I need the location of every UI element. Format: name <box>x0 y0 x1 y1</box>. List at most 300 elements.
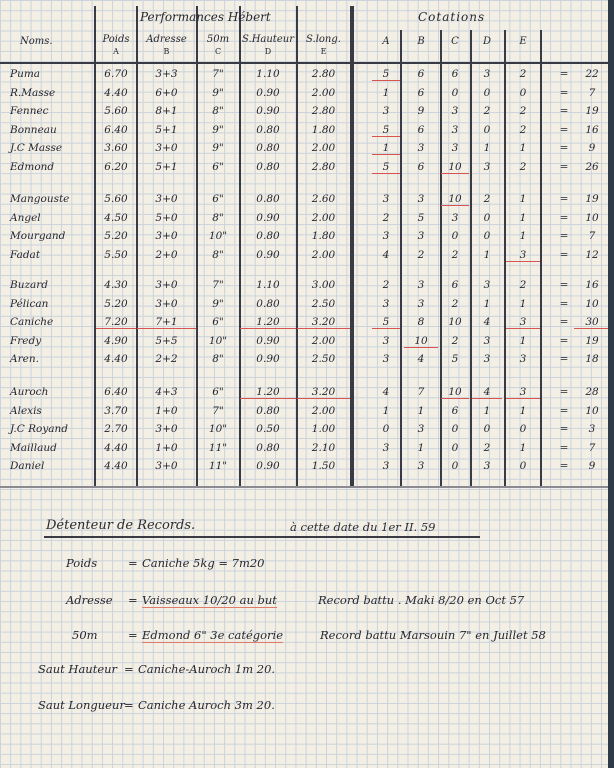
cotation-cell: 3 <box>382 441 390 454</box>
table-row <box>0 442 614 460</box>
equals-sign: = <box>559 105 569 117</box>
cotation-cell: 0 <box>483 123 491 136</box>
cotation-cell: 3 <box>382 105 390 117</box>
performance-cell: 6" <box>212 160 224 173</box>
athlete-name: Fadat <box>10 248 41 261</box>
total-cell: 16 <box>585 123 599 136</box>
athlete-name: Mourgand <box>10 230 66 242</box>
cotation-cell: 2 <box>417 248 425 261</box>
cotation-cell: 1 <box>382 404 390 417</box>
equals-sign: = <box>559 86 569 99</box>
athlete-name: Puma <box>10 68 41 80</box>
cotation-cell: 3 <box>382 230 390 242</box>
cotation-cell: 10 <box>441 386 469 399</box>
total-cell: 10 <box>585 211 599 224</box>
performance-cell: 2.00 <box>311 142 336 154</box>
performance-cell: 0.80 <box>256 193 280 205</box>
equals-sign: = <box>559 123 569 136</box>
performance-cell: 5.50 <box>104 248 128 261</box>
cotation-letter: D <box>482 36 492 47</box>
cotation-cell: 4 <box>417 353 425 365</box>
performance-cell: 1+0 <box>155 441 178 454</box>
cotation-cell: 3 <box>417 142 425 154</box>
performance-cell: 3.60 <box>104 142 128 154</box>
header-rule <box>0 62 614 64</box>
performance-cell: 5+5 <box>155 334 178 347</box>
cotation-cell: 1 <box>483 404 491 417</box>
performance-cell: 6" <box>212 316 224 328</box>
cotation-cell: 5 <box>417 211 425 224</box>
performance-cell: 3.00 <box>311 279 336 291</box>
total-cell: 19 <box>585 193 599 205</box>
athlete-name: Fredy <box>10 334 42 347</box>
cotation-cell: 2 <box>519 68 527 80</box>
cotation-cell: 3 <box>451 105 459 117</box>
performance-cell: 10" <box>208 423 228 435</box>
table-row <box>0 353 614 371</box>
performance-cell: 4.40 <box>104 441 128 454</box>
cotation-cell: 4 <box>382 248 390 261</box>
column-letter: A <box>113 47 119 56</box>
cotation-cell: 3 <box>506 249 540 262</box>
athlete-name: Bonneau <box>10 123 57 136</box>
record-label: Adresse <box>66 593 113 607</box>
table-row <box>0 87 614 105</box>
cotation-cell: 6 <box>451 404 459 417</box>
performance-cell: 3+0 <box>155 230 178 242</box>
column-name: 50m <box>206 34 230 45</box>
performance-cell: 3.20 <box>297 316 350 329</box>
performance-cell: 2.00 <box>311 86 336 99</box>
performance-cell: 5.20 <box>104 230 128 242</box>
column-name: Poids <box>102 34 130 45</box>
equals-sign: = <box>559 441 569 454</box>
cotation-letter: E <box>519 36 527 47</box>
cotation-cell: 3 <box>417 279 425 291</box>
total-cell: 19 <box>585 334 599 347</box>
total-cell: 19 <box>585 105 599 117</box>
equals-sign: = <box>559 68 569 80</box>
cotation-cell: 3 <box>483 460 491 472</box>
performance-cell: 2.70 <box>104 423 128 435</box>
performance-cell: 1+0 <box>155 404 178 417</box>
equals-sign: = <box>559 193 569 205</box>
cotation-cell: 9 <box>417 105 425 117</box>
equals-sign: = <box>559 353 569 365</box>
cotation-cell: 3 <box>382 460 390 472</box>
equals-sign: = <box>559 404 569 417</box>
total-cell: 7 <box>588 230 596 242</box>
table-row <box>0 249 614 267</box>
cotation-cell: 5 <box>372 316 400 329</box>
performance-cell: 0.90 <box>256 211 280 224</box>
cotation-cell: 2 <box>483 193 491 205</box>
performance-cell: 3+0 <box>155 193 178 205</box>
table-row <box>0 405 614 423</box>
cotation-cell: 0 <box>483 423 491 435</box>
table-row <box>0 316 614 334</box>
table-row <box>0 161 614 179</box>
performance-cell: 8" <box>212 353 224 365</box>
cotation-cell: 3 <box>483 353 491 365</box>
cotation-cell: 2 <box>382 279 390 291</box>
athlete-name: J.C Royand <box>10 423 69 435</box>
column-letter: E <box>320 47 327 56</box>
total-cell: 12 <box>585 248 599 261</box>
performance-cell: 5+0 <box>155 211 178 224</box>
athlete-name: Daniel <box>10 460 45 472</box>
cotation-cell: 6 <box>417 86 425 99</box>
performance-cell: 2.10 <box>311 441 336 454</box>
performance-cell: 8" <box>212 211 224 224</box>
cotation-cell: 3 <box>483 279 491 291</box>
performance-cell: 3+0 <box>155 423 178 435</box>
cotation-cell: 3 <box>417 460 425 472</box>
performance-cell: 11" <box>208 441 228 454</box>
performance-cell: 2.80 <box>311 160 336 173</box>
performance-cell: 4.40 <box>104 353 128 365</box>
performance-cell: 0.80 <box>256 123 280 136</box>
performance-cell: 4.30 <box>104 279 128 291</box>
records-title: Détenteur de Records. <box>46 518 196 533</box>
column-name: S.long. <box>306 34 341 45</box>
record-equals: = <box>128 556 138 570</box>
performance-cell: 10" <box>208 230 228 242</box>
performance-cell: 9" <box>212 86 224 99</box>
performance-cell: 1.20 <box>240 386 296 399</box>
performance-cell: 6.70 <box>104 68 128 80</box>
cotation-cell: 3 <box>417 230 425 242</box>
performance-cell: 2.80 <box>311 105 336 117</box>
performance-cell: 5.60 <box>104 193 128 205</box>
cotation-cell: 5 <box>372 124 400 137</box>
table-row <box>0 142 614 160</box>
athlete-name: Edmond <box>10 160 55 173</box>
cotation-cell: 1 <box>417 404 425 417</box>
record-label: 50m <box>72 628 98 642</box>
total-cell: 26 <box>585 160 599 173</box>
cotation-cell: 3 <box>451 211 459 224</box>
cotation-cell: 1 <box>519 193 527 205</box>
performance-cell: 7" <box>212 279 224 291</box>
cotation-cell: 0 <box>519 86 527 99</box>
total-cell: 28 <box>585 386 599 398</box>
record-label: Poids <box>66 556 98 570</box>
equals-sign: = <box>559 211 569 224</box>
cotation-cell: 3 <box>417 193 425 205</box>
performance-cell: 9" <box>212 123 224 136</box>
cotation-cell: 2 <box>451 334 459 347</box>
records-date: à cette date du 1er II. 59 <box>290 520 436 534</box>
athlete-name: Mangouste <box>10 193 70 205</box>
cotation-cell: 3 <box>417 297 425 310</box>
performance-cell: 0.80 <box>256 404 280 417</box>
column-letter: C <box>214 47 222 56</box>
performance-cell: 3+0 <box>155 460 178 472</box>
performance-cell: 7.20 <box>96 316 136 329</box>
record-label: Saut Hauteur <box>38 662 118 676</box>
performance-cell: 0.80 <box>256 160 280 173</box>
performance-cell: 2+0 <box>155 248 178 261</box>
performance-cell: 2+2 <box>155 353 178 365</box>
table-row <box>0 298 614 316</box>
total-cell: 10 <box>585 404 599 417</box>
equals-sign: = <box>559 334 569 347</box>
cotation-cell: 2 <box>519 279 527 291</box>
cotation-cell: 2 <box>519 123 527 136</box>
athlete-name: J.C Masse <box>10 142 63 154</box>
performance-cell: 6.40 <box>104 123 128 136</box>
cotation-cell: 3 <box>506 316 540 329</box>
performance-cell: 2.50 <box>311 297 336 310</box>
cotation-cell: 10 <box>404 335 438 348</box>
performance-cell: 3+0 <box>155 142 178 154</box>
cotation-cell: 1 <box>382 86 390 99</box>
cotation-cell: 1 <box>519 297 527 310</box>
performance-cell: 2.60 <box>311 193 336 205</box>
column-letter: B <box>163 47 170 56</box>
equals-sign: = <box>559 386 569 398</box>
records-underline <box>44 536 480 538</box>
athlete-name: Aren. <box>10 353 39 365</box>
performance-cell: 0.80 <box>256 230 280 242</box>
equals-sign: = <box>559 297 569 310</box>
performance-cell: 10" <box>208 334 228 347</box>
total-cell: 7 <box>588 86 596 99</box>
performance-cell: 1.80 <box>311 123 336 136</box>
equals-sign: = <box>559 160 569 173</box>
cotation-cell: 8 <box>417 316 425 328</box>
record-equals: = <box>128 593 138 607</box>
performance-cell: 1.10 <box>256 279 280 291</box>
equals-sign: = <box>559 316 569 328</box>
athlete-name: Maillaud <box>10 441 57 454</box>
cotation-cell: 2 <box>451 248 459 261</box>
total-cell: 18 <box>585 353 599 365</box>
total-cell: 7 <box>588 441 596 454</box>
total-cell: 3 <box>588 423 596 435</box>
athlete-name: Buzard <box>10 279 49 291</box>
equals-sign: = <box>559 142 569 154</box>
performance-cell: 3+0 <box>155 279 178 291</box>
cotation-cell: 6 <box>417 160 425 173</box>
cotation-cell: 4 <box>382 386 390 398</box>
cotation-cell: 3 <box>451 123 459 136</box>
cotation-cell: 10 <box>441 193 469 206</box>
performance-cell: 0.90 <box>256 353 280 365</box>
cotation-cell: 5 <box>372 161 400 174</box>
performance-cell: 6" <box>212 193 224 205</box>
cotation-cell: 7 <box>417 386 425 398</box>
table-row <box>0 386 614 404</box>
cotation-cell: 3 <box>483 334 491 347</box>
performance-cell: 1.80 <box>311 230 336 242</box>
athlete-name: Caniche <box>10 316 54 328</box>
performance-cell: 8" <box>212 105 224 117</box>
cotation-letter: C <box>451 36 459 47</box>
cotation-cell: 3 <box>382 193 390 205</box>
cotation-cell: 3 <box>506 386 540 399</box>
cotation-cell: 3 <box>417 423 425 435</box>
cotation-cell: 1 <box>519 142 527 154</box>
performance-cell: 1.00 <box>311 423 336 435</box>
total-cell: 22 <box>585 68 599 80</box>
cotation-cell: 4 <box>483 316 491 328</box>
cotation-cell: 0 <box>483 211 491 224</box>
performance-cell: 8+1 <box>155 105 178 117</box>
cotation-cell: 5 <box>451 353 459 365</box>
scan-edge <box>608 0 614 768</box>
table-row <box>0 335 614 353</box>
table-row <box>0 193 614 211</box>
cotation-cell: 2 <box>451 297 459 310</box>
cotation-cell: 3 <box>382 353 390 365</box>
performance-cell: 5+1 <box>155 123 178 136</box>
athlete-name: Auroch <box>10 386 49 398</box>
performance-cell: 4.50 <box>104 211 128 224</box>
cotation-cell: 1 <box>519 211 527 224</box>
record-value: Vaisseaux 10/20 au but <box>142 593 277 607</box>
athlete-name: Fennec <box>10 105 49 117</box>
cotation-cell: 0 <box>382 423 390 435</box>
performance-cell: 9" <box>212 297 224 310</box>
column-name: S.Hauteur <box>242 34 294 45</box>
equals-sign: = <box>559 423 569 435</box>
cotation-cell: 1 <box>417 441 425 454</box>
total-cell: 10 <box>585 297 599 310</box>
record-value: Caniche-Auroch 1m 20. <box>138 662 276 676</box>
performance-cell: 3+3 <box>155 68 178 80</box>
equals-sign: = <box>559 230 569 242</box>
table-row <box>0 68 614 86</box>
cotation-cell: 1 <box>483 248 491 261</box>
total-cell: 9 <box>588 460 596 472</box>
performance-cell: 0.50 <box>256 423 280 435</box>
performance-cell: 3.20 <box>297 386 350 399</box>
performance-cell: 6" <box>212 386 224 398</box>
performance-cell: 7" <box>212 68 224 80</box>
performance-cell: 2.00 <box>311 248 336 261</box>
performance-cell: 0.90 <box>256 334 280 347</box>
cotation-cell: 3 <box>483 68 491 80</box>
cotation-cell: 3 <box>451 142 459 154</box>
performance-cell: 2.00 <box>311 211 336 224</box>
performance-cell: 3.70 <box>104 404 128 417</box>
equals-sign: = <box>559 248 569 261</box>
performance-cell: 6.20 <box>104 160 128 173</box>
cotation-cell: 2 <box>519 160 527 173</box>
cotation-cell: 6 <box>417 123 425 136</box>
cotation-cell: 3 <box>382 334 390 347</box>
performance-cell: 6+0 <box>155 86 178 99</box>
column-letter: D <box>264 47 272 56</box>
performance-cell: 0.80 <box>256 142 280 154</box>
total-cell: 30 <box>574 316 610 329</box>
performance-cell: 2.00 <box>311 334 336 347</box>
cotation-cell: 2 <box>483 441 491 454</box>
performance-cell: 5+1 <box>155 160 178 173</box>
cotation-cell: 1 <box>483 297 491 310</box>
athlete-name: Alexis <box>10 404 42 417</box>
record-value: Edmond 6" 3e catégorie <box>142 628 284 642</box>
cotation-cell: 0 <box>451 86 459 99</box>
cotation-cell: 0 <box>519 423 527 435</box>
cotation-cell: 1 <box>519 441 527 454</box>
athlete-name: Angel <box>10 211 41 224</box>
performance-cell: 4.40 <box>104 86 128 99</box>
table-row <box>0 279 614 297</box>
record-equals: = <box>124 698 134 712</box>
cotation-cell: 2 <box>519 105 527 117</box>
equals-sign: = <box>559 279 569 291</box>
record-note: Record battu . Maki 8/20 en Oct 57 <box>318 593 525 607</box>
performance-cell: 4.90 <box>104 334 128 347</box>
total-cell: 9 <box>588 142 596 154</box>
record-equals: = <box>128 628 138 642</box>
performance-cell: 0.90 <box>256 248 280 261</box>
cotation-cell: 10 <box>448 316 462 328</box>
column-name: Adresse <box>146 34 187 45</box>
cotation-cell: 0 <box>483 86 491 99</box>
performance-cell: 1.50 <box>311 460 336 472</box>
cotation-cell: 1 <box>519 334 527 347</box>
athlete-name: Pélican <box>10 297 49 310</box>
noms-header: Noms. <box>20 36 53 47</box>
performance-cell: 5.20 <box>104 297 128 310</box>
total-cell: 16 <box>585 279 599 291</box>
performance-cell: 0.90 <box>256 460 280 472</box>
cotation-cell: 0 <box>451 230 459 242</box>
table-bottom-rule <box>0 486 614 488</box>
cotation-letter: A <box>382 36 390 47</box>
record-value: Caniche 5kg = 7m20 <box>142 556 265 570</box>
performance-cell: 4.40 <box>104 460 128 472</box>
table-row <box>0 423 614 441</box>
performance-cell: 8" <box>212 248 224 261</box>
cotation-cell: 10 <box>441 161 469 174</box>
cotation-letter: B <box>417 36 425 47</box>
record-value: Caniche Auroch 3m 20. <box>138 698 275 712</box>
equals-sign: = <box>559 460 569 472</box>
performance-cell: 1.10 <box>256 68 280 80</box>
performance-cell: 9" <box>212 142 224 154</box>
cotation-cell: 1 <box>519 230 527 242</box>
performance-cell: 7+1 <box>137 316 196 329</box>
table-row <box>0 105 614 123</box>
performance-cell: 1.20 <box>240 316 296 329</box>
cotation-cell: 1 <box>519 404 527 417</box>
table-row <box>0 230 614 248</box>
athlete-name: R.Masse <box>10 86 56 99</box>
cotation-cell: 6 <box>417 68 425 80</box>
cotation-cell: 0 <box>451 423 459 435</box>
performance-cell: 5.60 <box>104 105 128 117</box>
performance-cell: 6.40 <box>104 386 128 398</box>
cotation-cell: 1 <box>483 142 491 154</box>
record-label: Saut Longueur <box>38 698 125 712</box>
performance-cell: 4+3 <box>155 386 178 398</box>
record-equals: = <box>124 662 134 676</box>
table-title: Performances Hébert <box>140 10 271 24</box>
table-row <box>0 124 614 142</box>
cotation-cell: 0 <box>451 460 459 472</box>
performance-cell: 0.90 <box>256 86 280 99</box>
cotation-cell: 4 <box>472 386 502 399</box>
performance-cell: 0.80 <box>256 297 280 310</box>
cotations-title: Cotations <box>418 10 486 24</box>
cotation-cell: 6 <box>451 68 459 80</box>
cotation-cell: 6 <box>451 279 459 291</box>
